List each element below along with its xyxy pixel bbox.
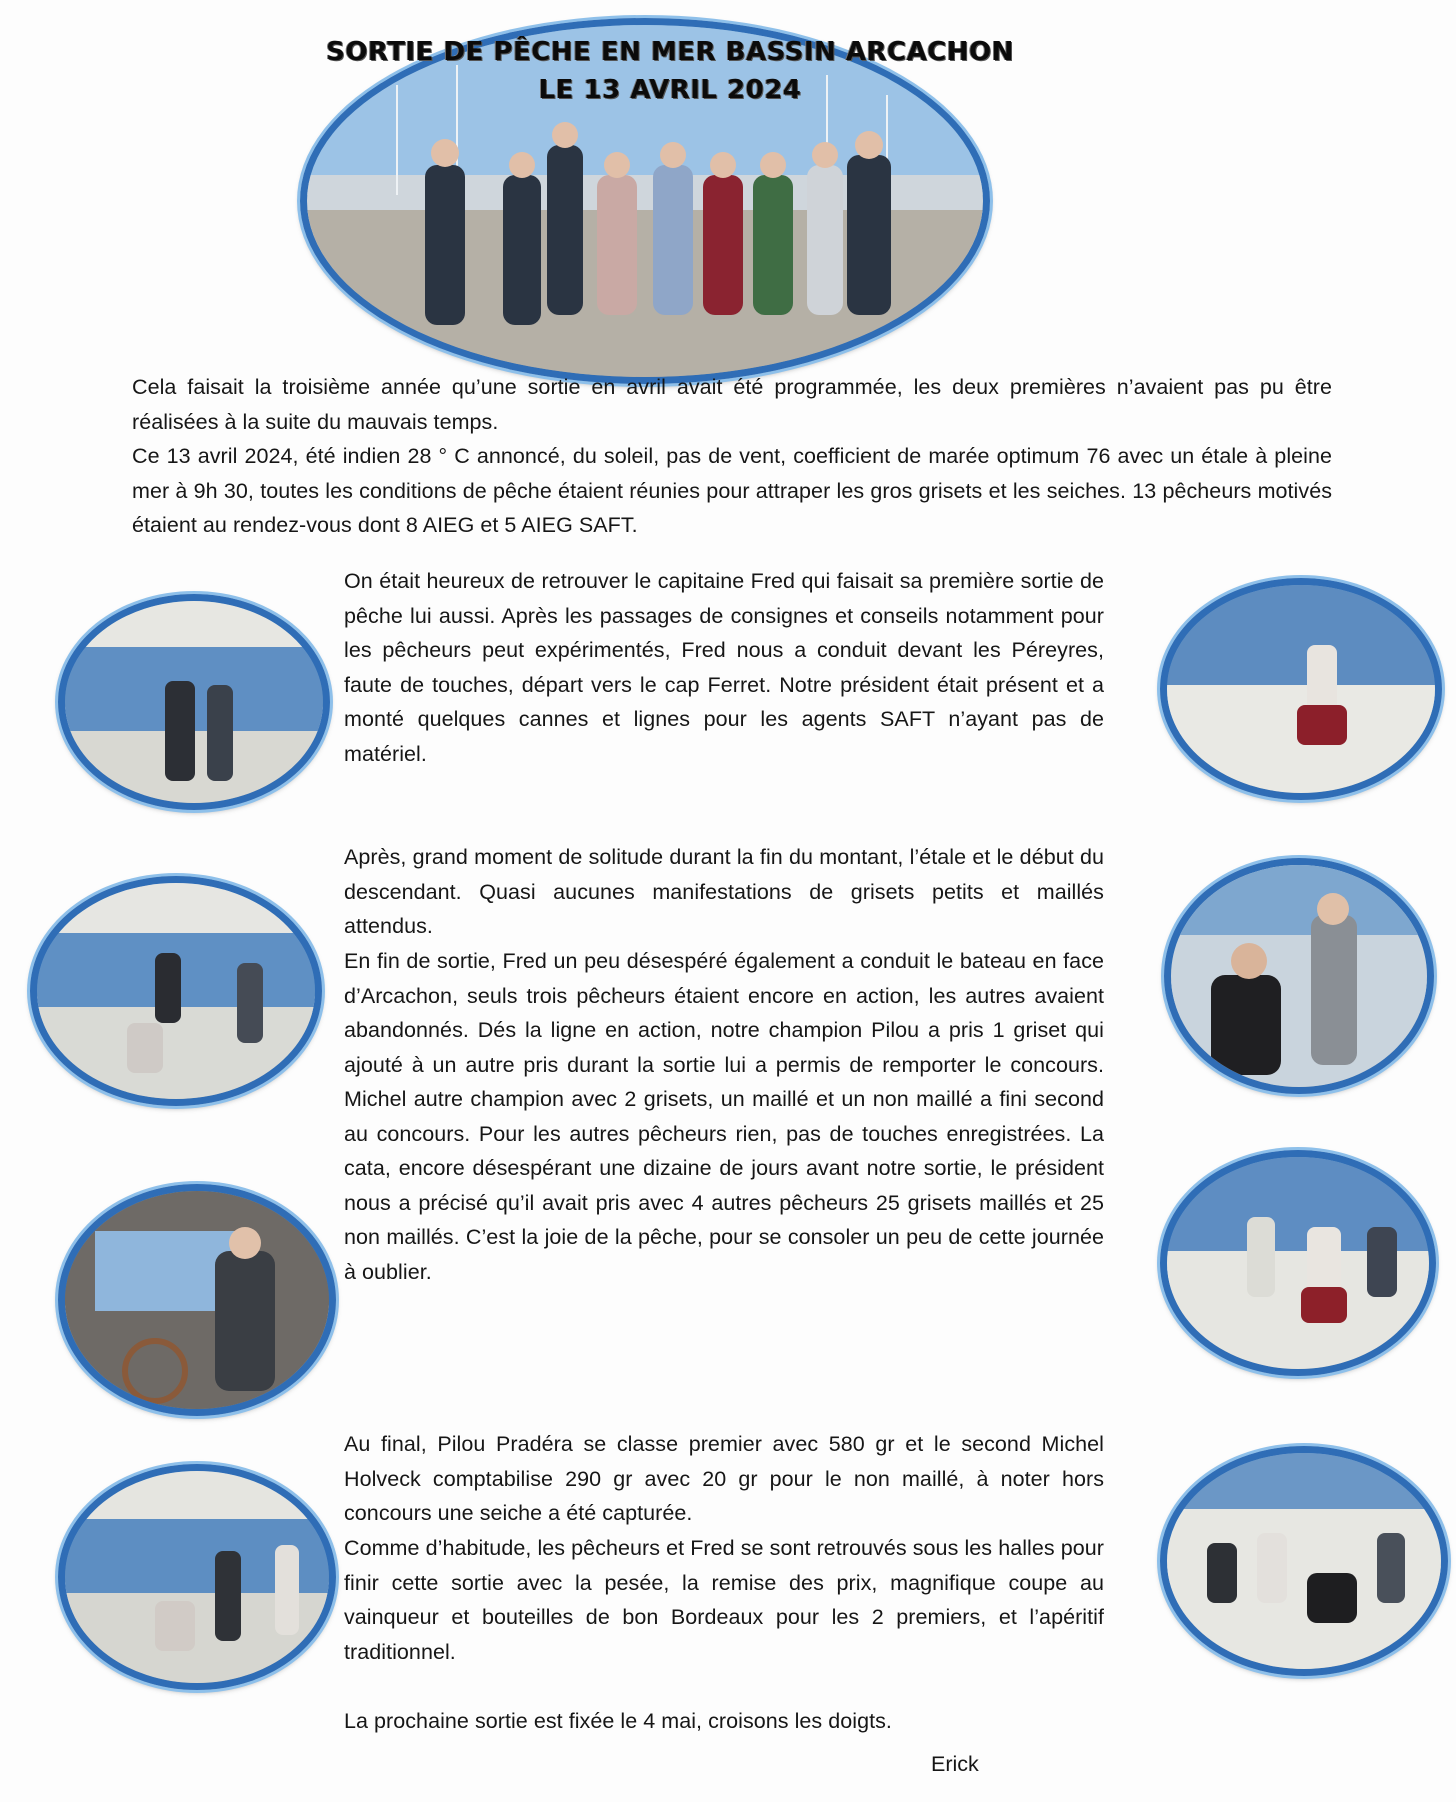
closing-line: La prochaine sortie est fixée le 4 mai, croisons les doigts. bbox=[344, 1709, 892, 1733]
signature: Erick bbox=[931, 1752, 979, 1776]
boat-photo-left-2 bbox=[30, 876, 322, 1106]
boat-photo-right-4 bbox=[1160, 1446, 1448, 1676]
body-paragraph-4: Au final, Pilou Pradéra se classe premier avec 580 gr et le second Michel Holveck comptabilise 290 gr avec 20 gr pour le non maillé, à noter hors concours une seiche a été capturée. bbox=[344, 1432, 1104, 1525]
boat-photo-right-2 bbox=[1164, 858, 1434, 1094]
body-paragraph-1: On était heureux de retrouver le capitaine Fred qui faisait sa première sortie de pêche lui aussi. Après les passages de consignes et conseils notamment pour les pêcheurs peut expérimentés, Fred nous a conduit devant les Péreyres, faute de touches, départ vers le cap Ferret. Notre président était présent et a monté quelques cannes et lignes pour les agents SAFT n’ayant pas de matériel. bbox=[344, 569, 1104, 766]
body-paragraph-5: Comme d’habitude, les pêcheurs et Fred se sont retrouvés sous les halles pour finir cette sortie avec la pesée, la remise des prix, magnifique coupe au vainqueur et bouteilles de bon Bordeaux pour les 2 premiers, et l’apéritif traditionnel. bbox=[344, 1536, 1104, 1664]
intro-paragraph-1: Cela faisait la troisième année qu’une sortie en avril avait été programmée, les deux premières n’avaient pas pu être réalisées à la suite du mauvais temps. bbox=[132, 375, 1332, 434]
boat-photo-left-1 bbox=[58, 594, 330, 810]
page-title: SORTIE DE PÊCHE EN MER BASSIN ARCACHON bbox=[326, 37, 1014, 67]
boat-photo-left-4 bbox=[58, 1464, 336, 1690]
page-date: LE 13 AVRIL 2024 bbox=[538, 75, 802, 105]
boat-photo-right-3 bbox=[1160, 1150, 1436, 1376]
body-paragraph-2: Après, grand moment de solitude durant la fin du montant, l’étale et le début du descendant. Quasi aucunes manifestations de grisets petits et maillés attendus. bbox=[344, 845, 1104, 938]
boat-photo-left-3 bbox=[58, 1184, 336, 1416]
body-paragraph-3: En fin de sortie, Fred un peu désespéré également a conduit le bateau en face d’Arcachon, seuls trois pêcheurs étaient encore en action, les autres avaient abandonnés. Dés la ligne en action, notre champion Pilou a pris 1 griset qui ajouté à un autre pris durant la sortie lui a permis de remporter le concours. Michel autre champion avec 2 grisets, un maillé et un non maillé a fini second au concours. Pour les autres pêcheurs rien, pas de touches enregistrées. La cata, encore désespérant une dizaine de jours avant notre sortie, le président nous a précisé qu’il avait pris avec 4 autres pêcheurs 25 grisets maillés et 25 non maillés. C’est la joie de la pêche, pour se consoler un peu de cette journée à oublier. bbox=[344, 949, 1104, 1284]
intro-paragraph-2: Ce 13 avril 2024, été indien 28 ° C annoncé, du soleil, pas de vent, coefficient de marée optimum 76 avec un étale à pleine mer à 9h 30, toutes les conditions de pêche étaient réunies pour attraper les gros grisets et les seiches. 13 pêcheurs motivés étaient au rendez-vous dont 8 AIEG et 5 AIEG SAFT. bbox=[132, 444, 1332, 537]
group-photo bbox=[300, 18, 990, 384]
boat-photo-right-1 bbox=[1160, 578, 1442, 800]
